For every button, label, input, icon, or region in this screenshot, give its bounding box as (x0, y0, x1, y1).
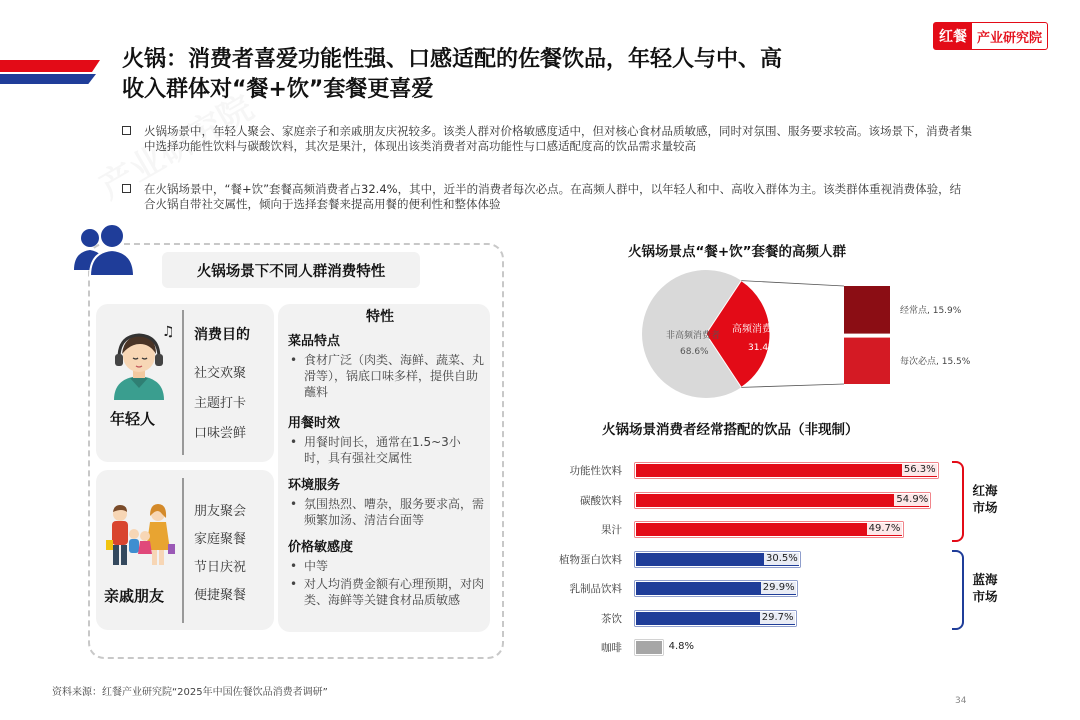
bar-chart (540, 455, 1020, 670)
bar-category-label: 茶饮 (601, 612, 622, 625)
purpose-item: 家庭聚餐 (194, 532, 247, 547)
page-title-line2: 收入群体对“餐+饮”套餐更喜爱 (122, 77, 434, 102)
trait-item (290, 496, 485, 528)
market-label-line: 红海 (972, 483, 998, 499)
breakdown-label: 经常点, 15.9% (900, 305, 962, 316)
breakdown-segment (844, 338, 890, 384)
brand-logo-text: 产业研究院 (977, 30, 1043, 46)
market-bracket (952, 461, 964, 542)
purpose-item: 便捷聚餐 (194, 588, 247, 603)
bar-category-label: 乳制品饮料 (569, 583, 622, 595)
bullet-2-text: 在火锅场景中，“餐+饮”套餐高频消费者占32.4%，其中，近半的消费者每次必点。在高频人群中，以年轻人和中、高收入群体为主。该类群体重视消费体验，结合火锅自带社交属性，倾向于选择套餐来提高用餐的便利性和整体体验 (144, 182, 962, 211)
trait-item (290, 352, 485, 400)
page-number: 34 (955, 696, 967, 706)
purpose-header: 消费目的 (194, 327, 250, 343)
card-divider (182, 310, 184, 455)
breakdown-segment (844, 286, 890, 334)
bullet-dot-icon: • (290, 577, 298, 591)
purpose-item: 朋友聚会 (194, 504, 247, 519)
trait-title: 菜品特点 (288, 334, 341, 349)
bar-category-label: 果汁 (601, 524, 622, 536)
pie-chart-title: 火锅场景点“餐+饮”套餐的高频人群 (628, 244, 847, 260)
market-label-line: 蓝海 (972, 571, 998, 587)
bar-category-label: 碳酸饮料 (580, 494, 622, 507)
bar-chart-title: 火锅场景消费者经常搭配的饮品（非现制） (602, 422, 859, 438)
bar-value-label: 56.3% (903, 464, 936, 475)
breakdown-label: 每次必点, 15.5% (900, 356, 971, 367)
trait-header: 特性 (366, 309, 394, 325)
trait-item (290, 576, 485, 608)
bar-category-label: 功能性饮料 (569, 465, 622, 477)
young-person-icon (100, 322, 178, 400)
people-icon (70, 222, 136, 278)
bar-value-label: 29.7% (761, 611, 794, 623)
bullet-square-icon (122, 184, 131, 193)
pie-label: 非高频消费者 (666, 331, 721, 341)
trait-item (290, 434, 484, 466)
bar (635, 522, 903, 537)
family-icon (100, 500, 180, 570)
market-bracket (952, 550, 964, 631)
bar-value-label: 54.9% (896, 493, 929, 505)
bar-value-label: 4.8% (668, 641, 695, 652)
connector-line (741, 281, 844, 286)
trait-item-text: 对人均消费金额有心理预期，对肉类、海鲜等关键食材品质敏感 (304, 577, 485, 607)
header-navy-stripe (0, 74, 96, 84)
bullet-square-icon (122, 126, 131, 135)
bullet-1 (122, 124, 972, 154)
pie-chart (640, 268, 980, 400)
trait-title: 用餐时效 (288, 416, 341, 431)
brand-logo-red: 红餐 (934, 23, 972, 49)
trait-item-text: 氛围热烈、嘈杂，服务要求高，需频繁加汤、清洁台面等 (304, 497, 485, 527)
purpose-item: 社交欢聚 (194, 366, 247, 381)
market-label-line: 市场 (972, 500, 998, 516)
pie-label: 高频消费者 (732, 324, 782, 335)
market-label-line: 市场 (972, 588, 998, 604)
connector-line (741, 384, 844, 387)
trait-title: 价格敏感度 (288, 540, 354, 555)
bar (635, 640, 663, 655)
pie-value: 31.4% (748, 343, 777, 353)
purpose-item: 主题打卡 (194, 396, 247, 411)
trait-item-text: 食材广泛（肉类、海鲜、蔬菜、丸滑等），锅底口味多样，提供自助蘸料 (304, 353, 485, 399)
bullet-dot-icon: • (290, 353, 298, 367)
svg-text:♫: ♫ (162, 324, 175, 340)
trait-item-text: 中等 (304, 559, 329, 573)
bar-value-label: 30.5% (766, 552, 798, 564)
brand-logo (933, 22, 1048, 50)
source-note: 资料来源：红餐产业研究院“2025年中国佐餐饮品消费者调研” (52, 687, 328, 698)
trait-item-text: 用餐时间长，通常在1.5~3小时，具有强社交属性 (304, 435, 461, 465)
bullet-dot-icon: • (290, 559, 298, 573)
bar-category-label: 植物蛋白饮料 (559, 553, 622, 566)
bullet-2 (122, 182, 972, 212)
card-divider (182, 478, 184, 623)
bullet-1-text: 火锅场景中，年轻人聚会、家庭亲子和亲戚朋友庆祝较多。该类人群对价格敏感度适中，但对核心食材品质敏感，同时对氛围、服务要求较高。该场景下，消费者集中选择功能性饮料与碳酸饮料，其次是果汁，体现出该类消费者对高功能性与口感适配度高的饮品需求量较高 (144, 124, 972, 153)
purpose-item: 节日庆祝 (194, 560, 247, 575)
bar (635, 493, 930, 508)
panel-title: 火锅场景下不同人群消费特性 (196, 263, 386, 280)
panel-title-box (162, 252, 420, 288)
market-label (968, 571, 1002, 605)
bullet-dot-icon: • (290, 497, 298, 511)
market-label (968, 482, 1002, 516)
page-title-line1: 火锅：消费者喜爱功能性强、口感适配的佐餐饮品，年轻人与中、高 (122, 47, 783, 72)
bar-value-label: 49.7% (868, 523, 901, 534)
bar-value-label: 29.9% (762, 582, 795, 593)
group-name-young: 年轻人 (110, 410, 156, 428)
trait-item (290, 558, 484, 574)
header-red-stripe (0, 60, 100, 72)
trait-title: 环境服务 (288, 478, 341, 493)
purpose-item: 口味尝鲜 (194, 426, 247, 441)
group-name-family: 亲戚朋友 (104, 587, 165, 605)
pie-value: 68.6% (680, 347, 709, 357)
bullet-dot-icon: • (290, 435, 298, 449)
bar-category-label: 咖啡 (601, 642, 622, 654)
bar (635, 463, 938, 478)
